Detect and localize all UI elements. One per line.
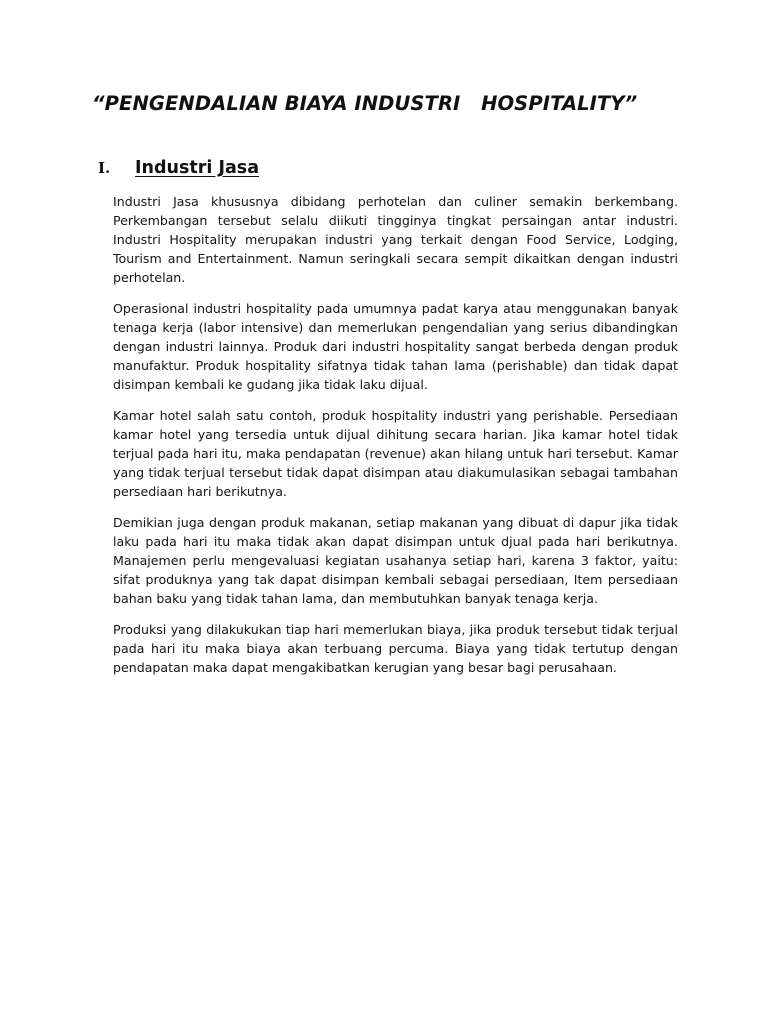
section-title: Industri Jasa [135, 158, 260, 178]
paragraph-2: Operasional industri hospitality pada umumnya padat karya atau menggunakan banyak tenaga kerja (labor intensive) dan memerlukan pengendalian yang serius dibandingkan dengan industri lainnya. Produk dari industri hospitality sangat berbeda dengan produk manufaktur. Produk hospitality sifatnya tidak tahan lama (perishable) dan tidak dapat disimpan kembali ke gudang jika tidak laku dijual. [113, 301, 678, 392]
paragraph-3: Kamar hotel salah satu contoh, produk hospitality industri yang perishable. Persediaan kamar hotel yang tersedia untuk dijual dihitung secara harian. Jika kamar hotel tidak terjual pada hari itu, maka pendapatan (revenue) akan hilang untuk hari tersebut. Kamar yang tidak terjual tersebut tidak dapat disimpan atau diakumulasikan sebagai tambahan persediaan hari berikutnya. [113, 408, 678, 499]
section-body [113, 192, 678, 689]
section-heading [98, 158, 259, 178]
document-title: “PENGENDALIAN BIAYA INDUSTRI HOSPITALITY” [92, 92, 638, 115]
paragraph-4: Demikian juga dengan produk makanan, setiap makanan yang dibuat di dapur jika tidak laku pada hari itu maka tidak akan dapat disimpan untuk djual pada hari berikutnya. Manajemen perlu mengevaluasi kegiatan usahanya setiap hari, karena 3 faktor, yaitu: sifat produknya yang tak dapat disimpan kembali sebagai persediaan, Item persediaan bahan baku yang tidak tahan lama, dan membutuhkan banyak tenaga kerja. [113, 515, 678, 606]
paragraph-1: Industri Jasa khususnya dibidang perhotelan dan culiner semakin berkembang. Perkembangan tersebut selalu diikuti tingginya tingkat persaingan antar industri. Industri Hospitality merupakan industri yang terkait dengan Food Service, Lodging, Tourism and Entertainment. Namun seringkali secara sempit dikaitkan dengan industri perhotelan. [113, 194, 678, 285]
paragraph-5: Produksi yang dilakukukan tiap hari memerlukan biaya, jika produk tersebut tidak terjual pada hari itu maka biaya akan terbuang percuma. Biaya yang tidak tertutup dengan pendapatan maka dapat mengakibatkan kerugian yang besar bagi perusahaan. [113, 622, 678, 675]
section-number: I. [98, 159, 111, 177]
